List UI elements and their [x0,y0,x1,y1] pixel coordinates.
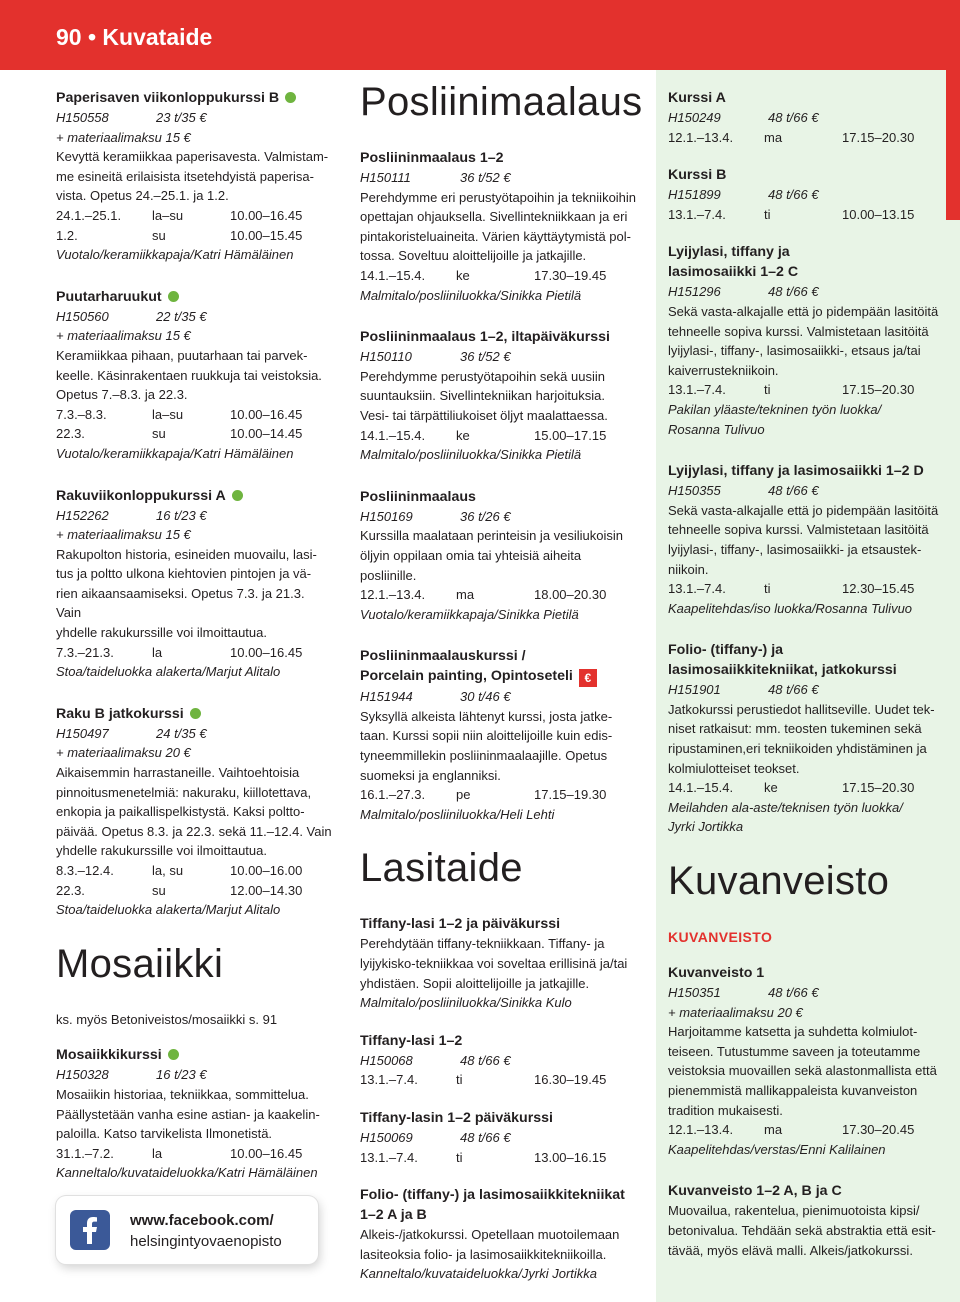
green-dot-icon [168,291,179,302]
course-title-line2 [668,660,948,680]
schedule-cell: 10.00–16.45 [230,207,303,223]
schedule-cell: ma [764,129,783,145]
schedule-cell: 7.3.–21.3. [56,644,114,660]
schedule-cell: 12.30–15.45 [842,581,915,597]
material-fee: + materiaalimaksu 15 € [56,129,191,145]
schedule-row [360,585,640,605]
course-title-text: Rakuviikonloppukurssi A [56,487,226,504]
course-entry [360,487,640,625]
schedule-row [360,1148,640,1168]
course-description: pintakoristeluaineita. Värien käyttäytymistä pol- [360,228,631,244]
course-title [668,165,948,185]
green-dot-icon [285,92,296,103]
course-price: 36 t/26 € [460,508,511,524]
course-description: Opetus 7.–8.3. ja 22.3. [56,387,188,403]
course-title-text: Puutarharuukut [56,288,162,305]
course-location: Stoa/taideluokka alakerta/Marjut Alitalo [56,664,281,680]
course-title [668,640,948,660]
course-description: rien aikaansaamiseksi. Opetus 7.3. ja 21.3. Vain [56,585,305,621]
schedule-cell: 12.1.–13.4. [668,129,734,145]
course-description: pienemmistä mallikappaleista kuvanveiston [668,1083,918,1098]
course-description: öljyin oppilaan omia tai yhteisiä aiheita posliinille. [360,547,582,583]
schedule-cell: 10.00–15.45 [230,227,303,243]
column-middle [360,80,643,1302]
course-description: Sekä vasta-alkajalle että jo pidempään lasitöitä [668,502,939,518]
schedule-cell: 17.30–20.45 [842,1122,915,1138]
course-code: H150560 [56,308,109,324]
course-code: H150328 [56,1067,109,1083]
schedule-cell: ke [456,427,470,443]
schedule-row [668,380,948,400]
course-price: 23 t/35 € [156,110,207,125]
course-description: tus ja poltto ulkona kiehtovien pintojen ja vä- [56,566,312,582]
course-location: Pakilan yläaste/tekninen työn luokka/ [668,401,882,417]
schedule-cell: 17.15–20.30 [842,129,915,145]
facebook-link[interactable] [130,1210,282,1252]
course-price: 48 t/66 € [460,1130,511,1145]
schedule-cell: 13.1.–7.4. [668,206,726,222]
course-description: pinnoitusmenetelmiä: nakuraku, kiillotettava, [56,784,312,800]
course-title [360,646,640,666]
course-description: Alkeis-/jatkokurssi. Opetellaan muotoilemaan [360,1227,620,1243]
schedule-cell: 10.00–13.15 [842,206,915,222]
course-title-text: Posliininmaalaus 1–2, iltapäiväkurssi [360,329,610,346]
course-description: ripustaminen,eri tekniikoiden yhdistäminen ja [668,741,927,757]
course-location: Malmitalo/posliiniluokka/Sinikka Kulo [360,995,572,1011]
course-description: lyijylasi-, tiffany-, lasimosaiikki- ja etsaustek- [668,541,922,557]
schedule-cell: 12.00–14.30 [230,882,303,898]
course-price: 48 t/66 € [768,483,819,499]
course-description: Sekä vasta-alkajalle että jo pidempään lasitöitä [668,303,939,319]
schedule-row [56,861,332,881]
course-title-text: Paperisaven viikonloppukurssi B [56,90,280,106]
schedule-cell: 13.1.–7.4. [360,1072,418,1088]
schedule-row [668,778,948,798]
course-title-line2 [668,262,948,282]
course-description: vista. Opetus 24.–25.1. ja 1.2. [56,188,229,204]
course-description: Mosaiikin historiaa, tekniikkaa, sommittelua. [56,1086,309,1102]
schedule-cell: pe [456,787,471,803]
course-description: paloilla. Katso tarvikelista Ilmonetistä. [56,1126,273,1142]
course-title [360,914,640,934]
course-location-2: Rosanna Tulivuo [668,421,765,437]
course-code-line [360,168,640,188]
course-entry [56,287,332,464]
schedule-row [668,128,948,148]
schedule-cell: 10.00–16.00 [230,863,303,878]
course-entry [360,1108,640,1167]
course-code-line [668,680,948,700]
course-price: 22 t/35 € [156,308,207,324]
course-title [56,287,332,307]
course-title-text: Kurssi B [668,167,727,184]
course-entry [360,1185,640,1284]
course-code-line [668,185,948,205]
course-title-line2 [360,666,640,687]
course-code: H150355 [668,483,721,499]
course-code: H150068 [360,1052,413,1068]
course-title [668,963,948,983]
course-description: Kurssilla maalataan perinteisin ja vesiliukoisin [360,528,624,544]
course-code-line [360,347,640,367]
schedule-row [56,881,332,901]
course-location: Kaapelitehdas/verstas/Enni Kalilainen [668,1141,886,1157]
course-description: niset ratkaisut: mm. teosten tukeminen sekä [668,721,922,737]
facebook-url-line2: helsingintyovaenopisto [130,1233,282,1250]
column-right [668,88,948,1282]
schedule-cell: ti [456,1149,463,1165]
course-code: H150110 [360,349,412,365]
course-title-text: Folio- (tiffany-) ja [668,642,784,659]
material-fee: + materiaalimaksu 15 € [56,328,191,344]
course-description: taan. Kurssi sopii niin aloittelijoille kuin edis- [360,728,613,744]
course-description: Päällystetään vanha esine astian- ja kaakelin- [56,1106,320,1122]
course-price: 48 t/66 € [768,284,819,300]
course-code-line [668,282,948,302]
schedule-cell: 16.1.–27.3. [360,787,426,803]
course-entry [360,148,640,305]
course-title [360,1185,640,1205]
section-heading-posliinimaalaus: Posliinimaalaus [360,80,643,124]
course-description: yhdistäen. Sopii aloittelijoille ja jatkajille. [360,975,590,991]
course-entry [56,704,332,920]
course-location: Vuotalo/keramiikkapaja/Sinikka Pietilä [360,606,579,622]
course-title-line2 [360,1205,640,1225]
course-entry [56,88,332,265]
course-location: Meilahden ala-aste/teknisen työn luokka/ [668,799,903,815]
course-title-text: Posliininmaalaus [360,488,476,505]
course-code-line [668,983,948,1003]
schedule-cell: 12.1.–13.4. [360,587,426,603]
course-code: H151296 [668,284,721,300]
course-code-line [56,307,332,327]
schedule-cell: 7.3.–8.3. [56,406,107,422]
schedule-row [668,1120,948,1140]
schedule-row [56,226,332,246]
course-description: Perehdytään tiffany-tekniikkaan. Tiffany- ja [360,936,605,952]
course-description: lyijykisko-tekniikkaa voi soveltaa erillisinä ja/tai [360,956,628,972]
schedule-row [360,426,640,446]
course-code: H150169 [360,508,413,524]
course-code: H150497 [56,725,109,741]
course-title-text: Posliininmaalauskurssi / [360,648,526,665]
course-description: veistoksia muovaillen sekä alastonmallista että [668,1063,937,1079]
course-description: keelle. Käsinrakentaen ruukkuja tai veistoksia. [56,367,322,383]
course-description: Perehdymme perustyötapoihin sekä uusiin [360,368,605,384]
schedule-cell: ti [764,581,771,597]
course-price: 36 t/52 € [460,349,511,365]
schedule-cell: 17.15–20.30 [842,780,915,796]
schedule-cell: la–su [152,207,184,223]
schedule-cell: ke [456,267,470,283]
course-description: tävää, myös elävä malli. Alkeis/jatkokurssi. [668,1242,913,1258]
section-heading-mosaiikki: Mosaiikki [56,941,224,986]
course-price: 30 t/46 € [460,689,511,705]
schedule-cell: 1.2. [56,227,78,243]
course-description: kaiverrustekniikoin. [668,362,779,378]
page-header-title: 90 • Kuvataide [56,24,213,50]
schedule-cell: 14.1.–15.4. [360,427,426,443]
course-location: Kanneltalo/kuvataideluokka/Jyrki Jortikka [360,1266,598,1282]
course-location: Malmitalo/posliiniluokka/Sinikka Pietilä [360,447,582,463]
course-code-line [56,1065,332,1085]
schedule-cell: ti [764,382,771,398]
course-description: tossa. Soveltuu aloittelijoille ja jatkajille. [360,248,587,264]
course-code: H150351 [668,985,721,1001]
schedule-cell: su [152,426,166,442]
course-price: 48 t/66 € [768,187,819,203]
course-price: 48 t/66 € [460,1052,511,1068]
course-entry [56,1045,332,1183]
course-title [56,704,332,724]
schedule-row [56,206,332,226]
course-code: H151899 [668,187,721,203]
course-description: Vesi- tai tärpättiliukoiset öljyt maalattaessa. [360,407,608,423]
course-description: tehneelle sopiva kurssi. Valmistetaan lasitöitä [668,323,929,339]
course-description: Aikaisemmin harrastaneille. Vaihtoehtoisia [56,765,300,781]
schedule-cell: 18.00–20.30 [534,587,607,603]
course-entry [56,486,332,682]
course-entry [668,963,948,1159]
course-title-text: Kuvanveisto 1 [668,965,765,982]
green-dot-icon [232,490,243,501]
course-location: Malmitalo/posliiniluokka/Heli Lehti [360,806,555,822]
course-title [668,88,948,108]
course-title-text: Posliininmaalaus 1–2 [360,150,504,166]
schedule-row [668,205,948,225]
facebook-box[interactable] [56,1196,318,1264]
course-title-text: Tiffany-lasi 1–2 ja päiväkurssi [360,916,561,933]
course-title [360,327,640,347]
schedule-cell: 10.00–14.45 [230,426,303,442]
course-code-line [668,108,948,128]
course-title [56,1045,332,1065]
course-location-2: Jyrki Jortikka [668,819,744,835]
course-code-line [56,724,332,744]
course-description: kolmiulotteiset teokset. [668,760,800,776]
course-description: Syksyllä alkeista lähtenyt kurssi, josta jatke- [360,708,613,724]
schedule-cell: 14.1.–15.4. [360,267,426,283]
schedule-cell: la–su [152,406,184,422]
course-code-line [360,687,640,707]
schedule-row [56,424,332,444]
green-dot-icon [190,708,201,719]
facebook-icon [70,1210,110,1250]
schedule-cell: 13.00–16.15 [534,1149,607,1165]
schedule-cell: ke [764,780,778,796]
schedule-cell: 16.30–19.45 [534,1072,607,1088]
course-code-line [360,507,640,527]
subheading-kuvanveisto: KUVANVEISTO [668,929,773,946]
schedule-row [56,643,332,663]
schedule-cell: ti [456,1072,463,1088]
course-code: H152262 [56,507,109,523]
course-code-line [56,506,332,526]
schedule-cell: la [152,1145,163,1161]
course-price: 16 t/23 € [156,1067,207,1083]
course-description: betonivalua. Tehdään sekä abstraktia että esit- [668,1222,936,1238]
course-description: tyneemmillekin posliininmaalaajille. Opetus [360,748,608,764]
section-heading-kuvanveisto: Kuvanveisto [668,859,890,904]
schedule-cell: 13.1.–7.4. [360,1149,418,1165]
schedule-cell: la, su [152,863,184,878]
schedule-cell: 22.3. [56,882,85,898]
course-title-text: Mosaiikkikurssi [56,1047,162,1064]
course-description: enkopia ja paikallispelkistystä. Kaksi poltto- [56,804,305,820]
schedule-cell: 17.15–20.30 [842,382,915,398]
course-description: Keramiikkaa pihaan, puutarhaan tai parvek- [56,347,308,363]
course-title-text: Lyijylasi, tiffany ja [668,244,790,261]
course-description: me esineitä erilaisista itsetehdyistä paperisa- [56,168,314,184]
schedule-cell: 10.00–16.45 [230,406,303,422]
course-description: tehneelle sopiva kurssi. Valmistetaan lasitöitä [668,522,929,538]
schedule-cell: 13.1.–7.4. [668,581,726,597]
course-code: H151944 [360,689,413,705]
course-entry [360,646,640,824]
course-entry [668,461,948,618]
course-code: H150111 [360,170,411,185]
schedule-cell: 31.1.–7.2. [56,1145,114,1161]
course-description: yhdelle rakukurssille voi ilmoittautua. [56,843,267,859]
facebook-url-line1: www.facebook.com/ [130,1212,274,1229]
course-description: suomeksi ja englanniksi. [360,767,501,783]
schedule-cell: su [152,227,166,243]
course-location: Stoa/taideluokka alakerta/Marjut Alitalo [56,902,281,918]
course-location: Vuotalo/keramiikkapaja/Katri Hämäläinen [56,247,294,263]
course-title-text: Tiffany-lasin 1–2 päiväkurssi [360,1110,553,1126]
course-location: Vuotalo/keramiikkapaja/Katri Hämäläinen [56,445,294,461]
course-title-text-2: lasimosaiikkitekniikat, jatkokurssi [668,662,897,679]
course-description: tradition mukaisesti. [668,1102,783,1118]
course-entry [360,914,640,1012]
schedule-cell: 17.15–19.30 [534,787,607,803]
course-title [668,461,948,481]
course-code-line [56,108,332,128]
course-description: lyijylasi-, tiffany-, lasimosaiikki-, etsaus ja/tai [668,343,921,359]
course-description: päivää. Opetus 8.3. ja 22.3. sekä 11.–12.4. Vain [56,823,332,839]
schedule-cell: su [152,882,166,898]
course-description: opettajan ohjauksella. Sivellintekniikkaan ja eri [360,209,628,225]
material-fee: + materiaalimaksu 20 € [668,1004,803,1020]
course-title [668,242,948,262]
schedule-cell: 8.3.–12.4. [56,863,114,878]
course-title-text-2: Porcelain painting, Opintoseteli [360,668,573,685]
course-code-line [668,481,948,501]
course-location: Kanneltalo/kuvataideluokka/Katri Hämäläinen [56,1165,318,1181]
schedule-row [56,405,332,425]
course-title-text: Tiffany-lasi 1–2 [360,1032,463,1049]
mosaiikki-note: ks. myös Betoniveistos/mosaiikki s. 91 [56,1011,278,1027]
course-description: Rakupolton historia, esineiden muovailu, lasi- [56,546,317,562]
course-entry [668,242,948,439]
course-code: H150558 [56,110,109,125]
course-title-text: Kuvanveisto 1–2 A, B ja C [668,1183,842,1200]
course-price: 24 t/35 € [156,725,207,741]
course-title [668,1181,948,1201]
schedule-row [360,1070,640,1090]
course-price: 48 t/66 € [768,682,819,698]
schedule-cell: ti [764,206,771,222]
green-dot-icon [168,1049,179,1060]
schedule-row [360,785,640,805]
course-code: H151901 [668,682,721,698]
course-description: teiseen. Tutustumme saveen ja toteutamme [668,1043,921,1059]
schedule-cell: 22.3. [56,426,85,442]
course-entry [668,88,948,147]
euro-icon: € [579,669,597,687]
course-description: Harjoitamme katsetta ja suhdetta kolmiulot- [668,1024,918,1040]
course-entry [360,327,640,465]
schedule-cell: 10.00–16.45 [230,1145,303,1161]
course-title [56,88,332,108]
course-title [360,148,640,168]
course-title-text: Kurssi A [668,90,726,106]
course-title [56,486,332,506]
course-entry [668,640,948,837]
section-heading-lasitaide: Lasitaide [360,846,523,891]
course-title [360,487,640,507]
course-entry [668,1181,948,1260]
course-description: Muovailua, rakentelua, pienimuotoista kipsi/ [668,1203,920,1219]
course-location: Kaapelitehdas/iso luokka/Rosanna Tulivuo [668,600,913,616]
course-code: H150249 [668,110,721,125]
course-title [360,1108,640,1128]
column-left [56,88,332,1205]
course-title-text: Folio- (tiffany-) ja lasimosaiikkitekniikat [360,1187,625,1204]
course-description: suuntauksiin. Sivellintekniikan harjoituksia. [360,388,605,404]
course-title [360,1031,640,1051]
course-description: lasiteoksia folio- ja lasimosaiikkitekniikoilla. [360,1246,607,1262]
schedule-row [668,579,948,599]
schedule-cell: 24.1.–25.1. [56,207,122,223]
course-description: Jatkokurssi perustiedot hallitseville. Uudet tek- [668,701,935,717]
course-title-text-2: 1–2 A ja B [360,1207,427,1224]
course-description: Perehdymme eri perustyötapoihin ja tekniikoihin [360,189,637,205]
course-title-text: Lyijylasi, tiffany ja lasimosaiikki 1–2 D [668,463,924,480]
schedule-cell: ma [456,587,475,603]
schedule-cell: ma [764,1122,783,1138]
schedule-cell: 14.1.–15.4. [668,780,734,796]
schedule-cell: la [152,644,163,660]
schedule-cell: 13.1.–7.4. [668,382,726,398]
course-entry [668,165,948,224]
course-price: 16 t/23 € [156,507,207,523]
course-description: yhdelle rakukurssille voi ilmoittautua. [56,625,267,641]
course-code-line [360,1128,640,1148]
course-title-text-2: lasimosaiikki 1–2 C [668,264,799,281]
course-price: 36 t/52 € [460,170,511,185]
course-location: Malmitalo/posliiniluokka/Sinikka Pietilä [360,287,582,303]
accent-edge-tab [946,70,960,220]
course-price: 48 t/66 € [768,110,819,125]
schedule-cell: 12.1.–13.4. [668,1122,734,1138]
schedule-row [360,266,640,286]
course-description: Kevyttä keramiikkaa paperisavesta. Valmistam- [56,149,329,165]
material-fee: + materiaalimaksu 20 € [56,745,191,761]
material-fee: + materiaalimaksu 15 € [56,527,191,543]
schedule-row [56,1144,332,1164]
schedule-cell: 10.00–16.45 [230,644,303,660]
course-code-line [360,1051,640,1071]
course-entry [360,1031,640,1090]
course-description: niikoin. [668,561,709,577]
course-code: H150069 [360,1130,413,1145]
schedule-cell: 15.00–17.15 [534,427,607,443]
course-price: 48 t/66 € [768,985,819,1001]
schedule-cell: 17.30–19.45 [534,267,607,283]
course-title-text: Raku B jatkokurssi [56,705,184,722]
